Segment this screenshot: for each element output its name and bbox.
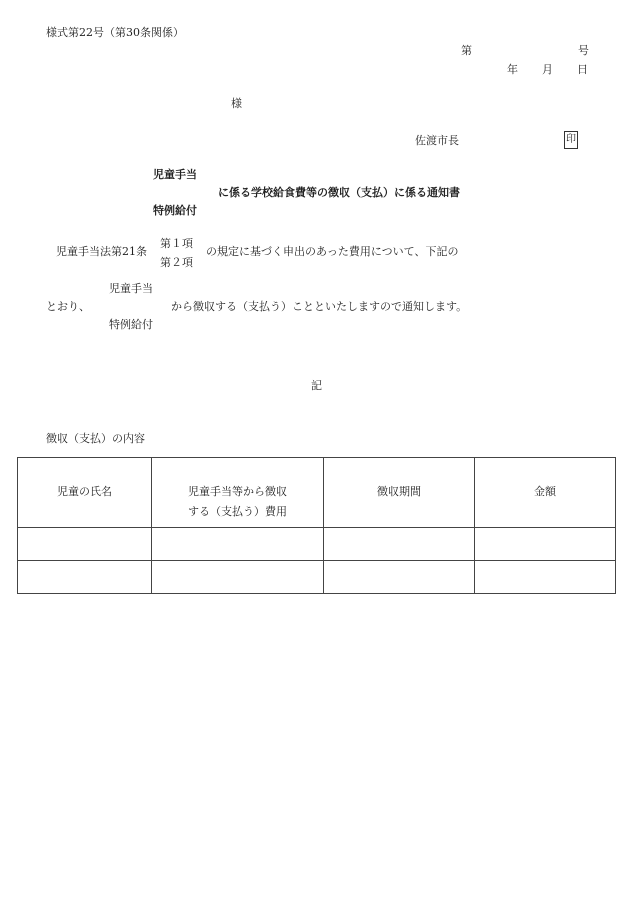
table-cell[interactable]: [324, 528, 475, 561]
paragraph-option-2: 特例給付: [109, 318, 153, 331]
paragraph-line-2: から徴収する（支払う）ことといたしますので通知します。: [171, 300, 468, 313]
table-header-row: [18, 458, 616, 528]
ref-dai-label: 第: [461, 44, 472, 57]
table-cell[interactable]: [324, 561, 475, 594]
form-number: 様式第22号（第30条関係）: [46, 26, 184, 39]
paragraph-line-2-start: とおり、: [46, 300, 90, 313]
table-cell[interactable]: [475, 528, 616, 561]
paragraph-line-1: の規定に基づく申出のあった費用について、下記の: [206, 245, 459, 258]
heading-option-1: 児童手当: [153, 168, 197, 181]
column-header-cost: 児童手当等から徴収 する（支払う）費用: [152, 458, 324, 528]
section-title: 徴収（支払）の内容: [46, 432, 145, 445]
ki-label: 記: [311, 379, 322, 392]
table-cell[interactable]: [18, 528, 152, 561]
clause-2: 第２項: [160, 256, 193, 269]
heading-title: に係る学校給食費等の徴収（支払）に係る通知書: [218, 186, 460, 199]
content-table: [17, 457, 616, 594]
heading-option-2: 特例給付: [153, 204, 197, 217]
law-reference: 児童手当法第21条: [56, 245, 147, 258]
column-header-amount: 金額: [475, 458, 616, 528]
table-row: [18, 561, 616, 594]
ref-go-label: 号: [578, 44, 589, 57]
table-cell[interactable]: [152, 561, 324, 594]
seal-mark: 印: [564, 131, 578, 149]
paragraph-option-1: 児童手当: [109, 282, 153, 295]
date-year-label: 年: [507, 63, 518, 76]
column-header-period: 徴収期間: [324, 458, 475, 528]
table-cell[interactable]: [152, 528, 324, 561]
table-cell[interactable]: [18, 561, 152, 594]
table-cell[interactable]: [475, 561, 616, 594]
addressee-suffix: 様: [231, 97, 242, 110]
column-header-child-name: 児童の氏名: [18, 458, 152, 528]
date-day-label: 日: [577, 63, 588, 76]
sender-title: 佐渡市長: [415, 134, 459, 147]
clause-1: 第１項: [160, 237, 193, 250]
date-month-label: 月: [542, 63, 553, 76]
table-row: [18, 528, 616, 561]
